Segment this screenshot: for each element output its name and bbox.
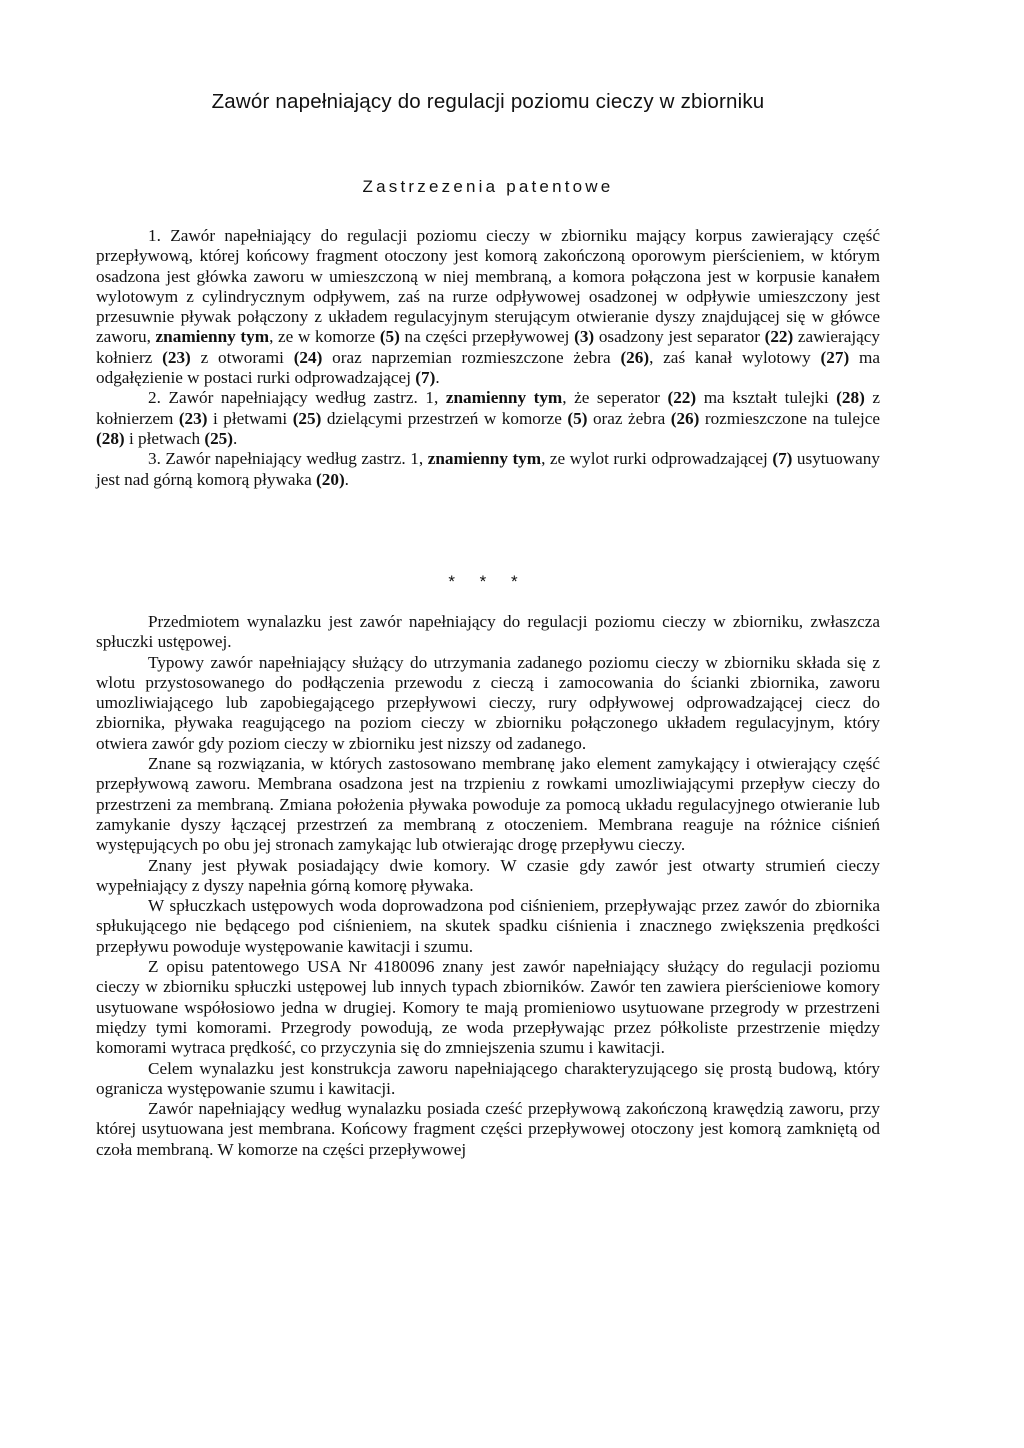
claim-text: , zaś kanał wylotowy <box>649 347 821 367</box>
claim-bold-text: (23) <box>162 347 191 367</box>
claim-text: , ze w komorze <box>269 327 380 347</box>
claim-bold-text: (25) <box>204 428 233 448</box>
claim-text: ma kształt tulejki <box>696 388 837 408</box>
claim-bold-text: (26) <box>620 347 650 367</box>
claim-text: dzielącymi przestrzeń w komorze <box>321 408 568 428</box>
claims-section <box>96 226 880 490</box>
description-paragraph: Z opisu patentowego USA Nr 4180096 znany jest zawór napełniający służący do regulacji poziomu cieczy w zbiorniku spłuczki ustępowej lub innych typach zbiorników. Zawór ten zawiera pierścieniowe komory usytuowane współosiowo jedna w drugiej. Komory te mają promieniowo usytuowane przegrody w przestrzeni między tymi komorami. Przegrody powodują, ze woda przepływając przez półkoliste przestrzenie między komorami wytraca prędkość, co przyczynia się do zmniejszenia szumu i kawitacji. <box>96 957 880 1058</box>
claim-text: z kołnierzem <box>96 388 880 428</box>
description-paragraph: Znane są rozwiązania, w których zastosowano membranę jako element zamykający i otwierający część przepływową zaworu. Membrana osadzona jest na trzpieniu z rowkami umozliwiającymi przepływ cieczy do przestrzeni za membraną. Zmiana położenia pływaka powoduje za pomocą układu regulacyjnego otwieranie lub zamykanie dyszy łączącej przestrzeń za membraną z otoczeniem. Membrana reaguje na różnice ciśnień występujących po obu jej stronach zamykając lub otwierając drogę przepływu cieczy. <box>96 754 880 855</box>
description-paragraph: W spłuczkach ustępowych woda doprowadzona pod ciśnieniem, przepływając przez zawór do zbiornika spłukującego nie będącego pod ciśnieniem, na skutek spadku ciśnienia i znacznego zwiększenia prędkości przepływu powoduje występowanie kawitacji i szumu. <box>96 896 880 956</box>
claim-text: i płetwach <box>124 428 205 448</box>
claim-1 <box>96 226 880 388</box>
description-paragraph: Przedmiotem wynalazku jest zawór napełniający do regulacji poziomu cieczy w zbiorniku, zwłaszcza spłuczki ustępowej. <box>96 612 880 652</box>
claim-bold-text: (25) <box>292 408 322 428</box>
description-paragraph: Zawór napełniający według wynalazku posiada cześć przepływową zakończoną krawędzią zaworu, przy której usytuowana jest membrana. Końcowy fragment części przepływowej otoczony jest komorą zamkniętą od czoła membraną. W komorze na części przepływowej <box>96 1099 880 1159</box>
claim-bold-text: (28) <box>96 428 125 448</box>
claim-text: 3. Zawór napełniający według zastrz. 1, <box>148 449 428 469</box>
claim-text: , że seperator <box>562 388 668 408</box>
claim-2 <box>96 388 880 449</box>
claim-text: ma odgałęzienie w postaci rurki odprowadzającej <box>96 347 880 388</box>
claim-bold-text: znamienny tym <box>445 388 563 408</box>
claim-bold-text: (24) <box>293 347 323 367</box>
claim-bold-text: (3) <box>574 327 595 347</box>
claim-bold-text: (7) <box>772 449 793 469</box>
claim-bold-text: (22) <box>764 327 794 347</box>
claim-bold-text: (5) <box>567 408 588 428</box>
claim-text: rozmieszczone na tulejce <box>699 408 880 428</box>
claim-bold-text: znamienny tym <box>155 327 270 347</box>
claim-text: i płetwami <box>207 408 293 428</box>
claim-text: oraz naprzemian rozmieszczone żebra <box>322 347 621 367</box>
claim-text: 2. Zawór napełniający według zastrz. 1, <box>148 388 446 408</box>
claim-text: 1. Zawór napełniający do regulacji poziomu cieczy w zbiorniku mający korpus zawierający część przepływową, której końcowy fragment otoczony jest komorą zakończoną oporowym pierścieniem, w którym osadzona jest główka zaworu w umieszczoną w niej membraną, a komora połączona jest w korpusie kanałem wylotowym z cylindrycznym odpływem, zaś na rurze odpływowej osadzonej w odpływie umieszczony jest przesuwnie pływak połączony z układem regulacyjnym sterującym otwieranie dyszy znajdującej się w główce zaworu, <box>96 226 880 347</box>
claim-bold-text: znamienny tym <box>427 449 542 469</box>
claim-text: . <box>232 428 238 448</box>
claim-text: usytuowany jest nad górną komorą pływaka <box>96 449 880 489</box>
claims-heading: Zastrzezenia patentowe <box>362 177 614 196</box>
claim-bold-text: (26) <box>670 408 700 428</box>
claim-bold-text: (23) <box>178 408 208 428</box>
claim-text: na części przepływowej <box>399 327 575 347</box>
claim-bold-text: (22) <box>667 388 697 408</box>
description-paragraph: Znany jest pływak posiadający dwie komory. W czasie gdy zawór jest otwarty strumień cieczy wypełniający z dyszy napełnia górną komorę pływaka. <box>96 855 880 895</box>
document-title: Zawór napełniający do regulacji poziomu cieczy w zbiorniku <box>211 90 765 113</box>
claim-text: zawierający kołnierz <box>96 327 880 367</box>
claim-text: osadzony jest separator <box>594 327 765 347</box>
claim-text: oraz żebra <box>587 408 671 428</box>
claim-text: . <box>344 469 349 489</box>
claim-bold-text: (28) <box>836 388 865 408</box>
description-section <box>96 612 880 1160</box>
claim-bold-text: (20) <box>316 469 345 489</box>
claim-bold-text: (5) <box>379 327 400 347</box>
claim-text: . <box>435 368 440 388</box>
description-paragraph: Typowy zawór napełniający służący do utrzymania zadanego poziomu cieczy w zbiorniku składa się z wlotu przystosowanego do podłączenia przewodu z cieczą i zamocowania do ściankі zbiornika, zaworu umozliwiającego lub zapobiegającego przepływowi cieczy, rury odpływowej odprowadzającej ciecz do zbiornika, pływaka reagującego na poziom cieczy w zbiorniku połączonego układem regulacyjnym, który otwiera zawór gdy poziom cieczy w zbiorniku jest nizszy od zadanego. <box>96 652 880 753</box>
description-paragraph: Celem wynalazku jest konstrukcja zaworu napełniającego charakteryzującego się prostą budową, który ogranicza występowanie szumu i kawitacji. <box>96 1058 880 1098</box>
claim-text: z otworami <box>190 347 294 367</box>
claim-text: , ze wylot rurki odprowadzającej <box>541 449 773 469</box>
claim-bold-text: (7) <box>415 368 436 388</box>
claim-3 <box>96 449 880 490</box>
section-separator: * * * <box>448 572 528 591</box>
claim-bold-text: (27) <box>820 347 850 367</box>
